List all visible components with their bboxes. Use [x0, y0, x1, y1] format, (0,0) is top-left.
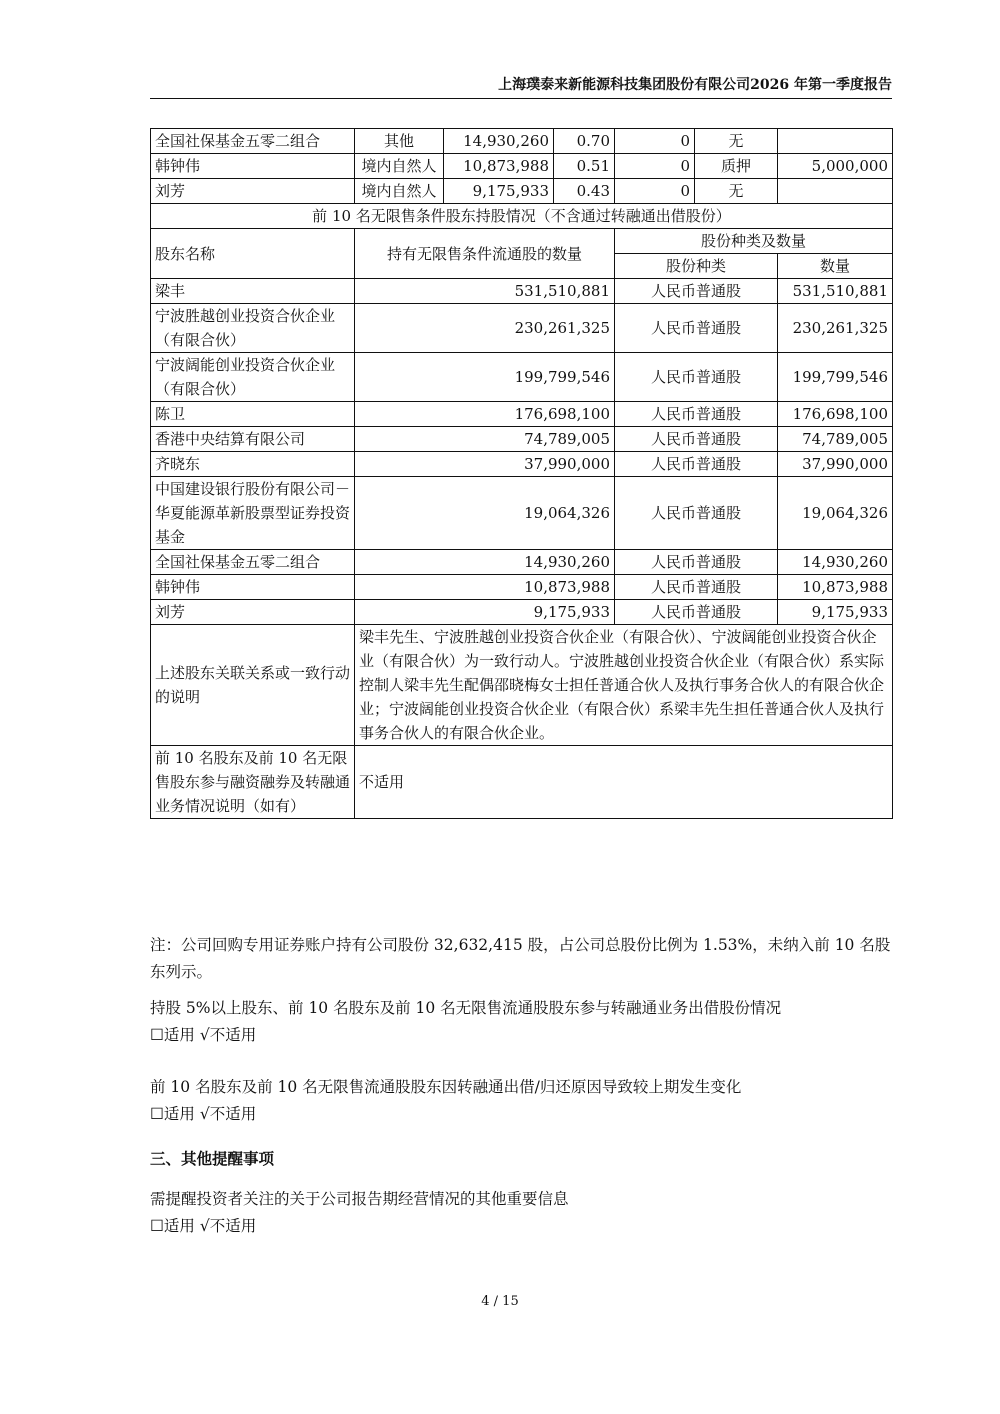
pledge-status: 无 — [695, 179, 778, 204]
holder-name: 刘芳 — [151, 600, 355, 625]
amount: 74,789,005 — [778, 427, 893, 452]
ratio: 0.43 — [554, 179, 615, 204]
amount: 19,064,326 — [778, 477, 893, 550]
question-3 — [150, 1186, 895, 1240]
kind: 人民币普通股 — [615, 304, 778, 353]
kind: 人民币普通股 — [615, 550, 778, 575]
shares: 14,930,260 — [444, 129, 554, 154]
pledged: 5,000,000 — [778, 154, 893, 179]
holder-name: 齐晓东 — [151, 452, 355, 477]
shareholder-table — [150, 128, 893, 819]
qty: 9,175,933 — [355, 600, 615, 625]
footnote: 注：公司回购专用证券账户持有公司股份 32,632,415 股，占公司总股份比例为 1.53%，未纳入前 10 名股东列示。 — [150, 936, 891, 981]
amount: 10,873,988 — [778, 575, 893, 600]
qty: 531,510,881 — [355, 279, 615, 304]
table-row — [151, 353, 893, 402]
table-row — [151, 477, 893, 550]
col-kind: 股份种类 — [615, 254, 778, 279]
holder-name: 中国建设银行股份有限公司－华夏能源革新股票型证券投资基金 — [151, 477, 355, 550]
option-line: ☐适用 √不适用 — [150, 1026, 257, 1044]
kind: 人民币普通股 — [615, 353, 778, 402]
section-title: 前 10 名无限售条件股东持股情况（不含通过转融通出借股份） — [151, 204, 893, 229]
table-row — [151, 154, 893, 179]
question-2 — [150, 1074, 895, 1128]
table-row — [151, 550, 893, 575]
question-1 — [150, 995, 895, 1049]
holder-name: 宁波阔能创业投资合伙企业（有限合伙） — [151, 353, 355, 402]
holder-name: 全国社保基金五零二组合 — [151, 129, 355, 154]
qty: 37,990,000 — [355, 452, 615, 477]
page-header: 上海璞泰来新能源科技集团股份有限公司2026 年第一季度报告 — [150, 74, 892, 99]
col-amount: 数量 — [778, 254, 893, 279]
relation-row — [151, 625, 893, 746]
amount: 531,510,881 — [778, 279, 893, 304]
qty: 74,789,005 — [355, 427, 615, 452]
ratio: 0.70 — [554, 129, 615, 154]
holder-name: 韩钟伟 — [151, 575, 355, 600]
restricted: 0 — [615, 154, 695, 179]
table-row — [151, 304, 893, 353]
table-row — [151, 129, 893, 154]
table-row — [151, 575, 893, 600]
question-title: 需提醒投资者关注的关于公司报告期经营情况的其他重要信息 — [150, 1190, 569, 1208]
amount: 176,698,100 — [778, 402, 893, 427]
qty: 19,064,326 — [355, 477, 615, 550]
table-row — [151, 427, 893, 452]
qty: 230,261,325 — [355, 304, 615, 353]
margin-text: 不适用 — [355, 746, 893, 819]
table-row — [151, 600, 893, 625]
qty: 199,799,546 — [355, 353, 615, 402]
section-heading: 三、其他提醒事项 — [150, 1149, 275, 1168]
restricted: 0 — [615, 129, 695, 154]
qty: 176,698,100 — [355, 402, 615, 427]
amount: 14,930,260 — [778, 550, 893, 575]
margin-label: 前 10 名股东及前 10 名无限售股东参与融资融券及转融通业务情况说明（如有） — [151, 746, 355, 819]
kind: 人民币普通股 — [615, 402, 778, 427]
header-row — [151, 229, 893, 254]
amount: 230,261,325 — [778, 304, 893, 353]
question-title: 持股 5%以上股东、前 10 名股东及前 10 名无限售流通股股东参与转融通业务出借股份情况 — [150, 999, 782, 1017]
kind: 人民币普通股 — [615, 575, 778, 600]
holder-name: 宁波胜越创业投资合伙企业（有限合伙） — [151, 304, 355, 353]
pledge-status: 质押 — [695, 154, 778, 179]
shares: 10,873,988 — [444, 154, 554, 179]
table-row — [151, 279, 893, 304]
relation-label: 上述股东关联关系或一致行动的说明 — [151, 625, 355, 746]
kind: 人民币普通股 — [615, 600, 778, 625]
holder-name: 香港中央结算有限公司 — [151, 427, 355, 452]
shares: 9,175,933 — [444, 179, 554, 204]
table-row — [151, 402, 893, 427]
relation-text: 梁丰先生、宁波胜越创业投资合伙企业（有限合伙）、宁波阔能创业投资合伙企业（有限合伙）为一致行动人。宁波胜越创业投资合伙企业（有限合伙）系实际控制人梁丰先生配偶邵晓梅女士担任普通合伙人及执行事务合伙人的有限合伙企业；宁波阔能创业投资合伙企业（有限合伙）系梁丰先生担任普通合伙人及执行事务合伙人的有限合伙企业。 — [355, 625, 893, 746]
amount: 199,799,546 — [778, 353, 893, 402]
holder-name: 刘芳 — [151, 179, 355, 204]
pledged — [778, 129, 893, 154]
holder-nature: 境内自然人 — [355, 154, 444, 179]
col-qty: 持有无限售条件流通股的数量 — [355, 229, 615, 279]
holder-name: 韩钟伟 — [151, 154, 355, 179]
section-title-row — [151, 204, 893, 229]
question-title: 前 10 名股东及前 10 名无限售流通股股东因转融通出借/归还原因导致较上期发生变化 — [150, 1078, 742, 1096]
kind: 人民币普通股 — [615, 477, 778, 550]
kind: 人民币普通股 — [615, 427, 778, 452]
page-number: 4 / 15 — [481, 1294, 519, 1309]
pledge-status: 无 — [695, 129, 778, 154]
holder-name: 全国社保基金五零二组合 — [151, 550, 355, 575]
col-holder-name: 股东名称 — [151, 229, 355, 279]
ratio: 0.51 — [554, 154, 615, 179]
holder-nature: 其他 — [355, 129, 444, 154]
option-line: ☐适用 √不适用 — [150, 1105, 257, 1123]
option-line: ☐适用 √不适用 — [150, 1217, 257, 1235]
qty: 10,873,988 — [355, 575, 615, 600]
holder-name: 陈卫 — [151, 402, 355, 427]
amount: 9,175,933 — [778, 600, 893, 625]
col-kind-group: 股份种类及数量 — [615, 229, 893, 254]
kind: 人民币普通股 — [615, 279, 778, 304]
pledged — [778, 179, 893, 204]
table-row — [151, 452, 893, 477]
kind: 人民币普通股 — [615, 452, 778, 477]
qty: 14,930,260 — [355, 550, 615, 575]
holder-name: 梁丰 — [151, 279, 355, 304]
table-row — [151, 179, 893, 204]
margin-row — [151, 746, 893, 819]
holder-nature: 境内自然人 — [355, 179, 444, 204]
restricted: 0 — [615, 179, 695, 204]
amount: 37,990,000 — [778, 452, 893, 477]
